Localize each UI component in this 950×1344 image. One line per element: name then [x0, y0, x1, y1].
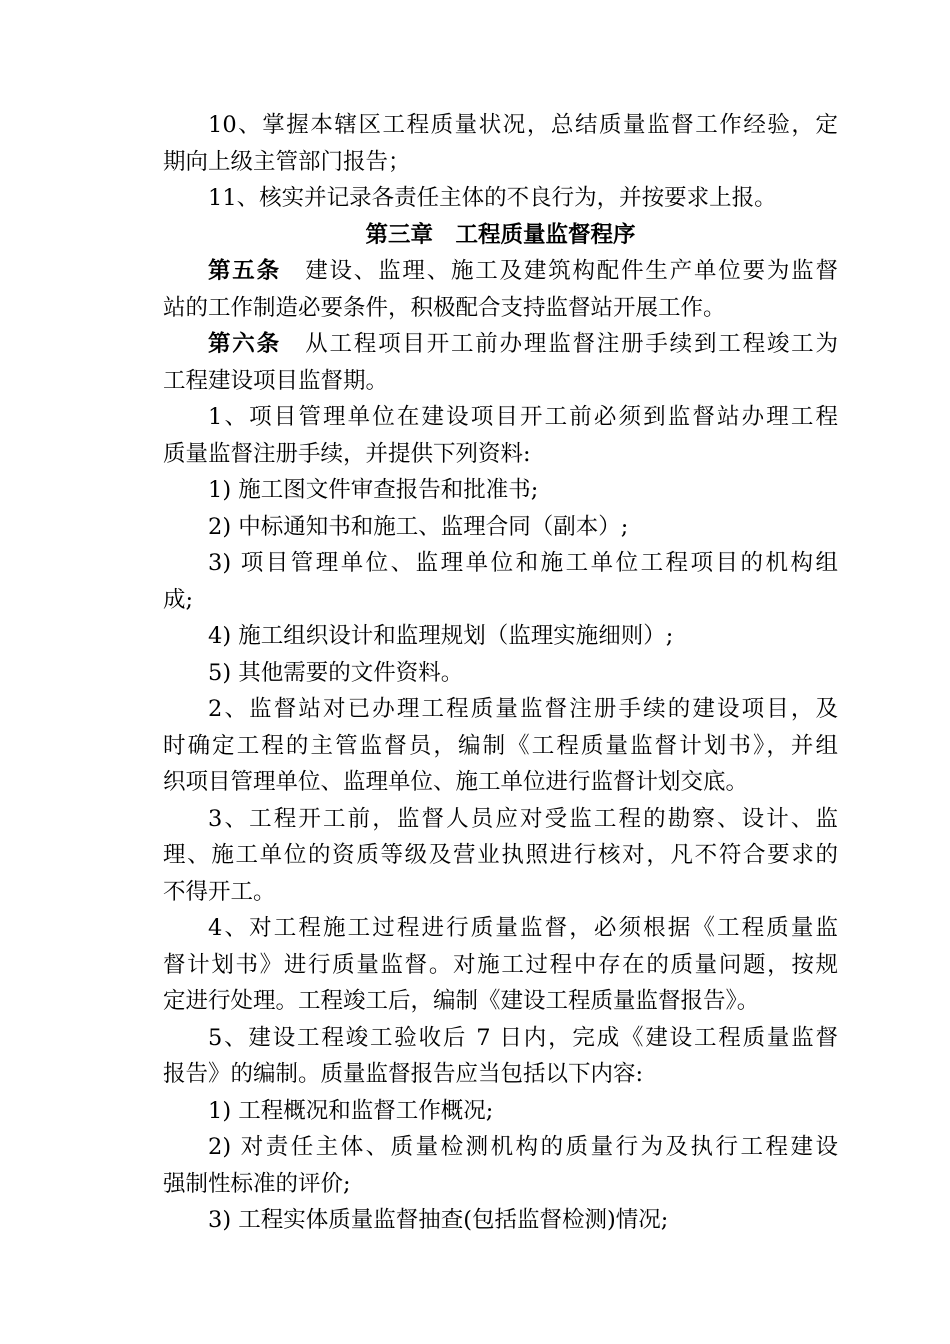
line-text: 4、对工程施工过程进行质量监督，必须根据《工程质量监: [208, 915, 838, 941]
text-line: [163, 582, 838, 619]
text-line: [163, 1056, 838, 1093]
line-text: 报告》的编制。质量监督报告应当包括以下内容:: [163, 1061, 644, 1087]
text-line: [163, 874, 838, 911]
line-text: 2、监督站对已办理工程质量监督注册手续的建设项目，及: [208, 696, 838, 722]
text-line: [163, 764, 838, 801]
text-line: [163, 947, 838, 984]
chapter-heading: [163, 217, 838, 254]
text-line: [163, 290, 838, 327]
text-line: [163, 363, 838, 400]
line-text: 建设、监理、施工及建筑构配件生产单位要为监督: [280, 258, 838, 284]
line-text: 织项目管理单位、监理单位、施工单位进行监督计划交底。: [163, 769, 749, 795]
line-text: 2) 对责任主体、质量检测机构的质量行为及执行工程建设: [208, 1134, 838, 1160]
text-line: [163, 1020, 838, 1057]
line-text: 督计划书》进行质量监督。对施工过程中存在的质量问题，按规: [163, 951, 838, 978]
text-line: [163, 253, 838, 290]
text-line: [163, 655, 838, 692]
text-line: [163, 1129, 838, 1166]
line-text: 3) 项目管理单位、监理单位和施工单位工程项目的机构组: [208, 550, 838, 576]
text-line: [163, 1202, 838, 1239]
line-text: 期向上级主管部门报告；: [163, 148, 411, 175]
text-line: [163, 801, 838, 838]
line-text: 3) 工程实体质量监督抽查(包括监督检测)情况;: [208, 1207, 669, 1233]
line-text: 成;: [163, 586, 194, 613]
line-text: 1) 施工图文件审查报告和批准书;: [208, 477, 539, 503]
text-line: [163, 326, 838, 363]
text-line: [163, 983, 838, 1020]
text-line: [163, 837, 838, 874]
text-line: [163, 472, 838, 509]
line-text: 11、核实并记录各责任主体的不良行为，并按要求上报。: [208, 185, 777, 211]
text-line: [163, 436, 838, 473]
text-line: [163, 180, 838, 217]
text-line: [163, 509, 838, 546]
text-line: [163, 691, 838, 728]
document-body: [163, 107, 838, 1239]
text-line: [163, 107, 838, 144]
line-text: 1) 工程概况和监督工作概况;: [208, 1097, 494, 1124]
line-text: 时确定工程的主管监督员，编制《工程质量监督计划书》，并组: [163, 732, 838, 759]
article-number: 第六条: [208, 331, 281, 357]
line-text: 4) 施工组织设计和监理规划（监理实施细则）;: [208, 623, 674, 649]
line-text: 工程建设项目监督期。: [163, 367, 389, 394]
line-text: 不得开工。: [163, 878, 276, 905]
line-text: 3、工程开工前，监督人员应对受监工程的勘察、设计、监: [208, 805, 838, 832]
line-text: 10、掌握本辖区工程质量状况，总结质量监督工作经验，定: [208, 112, 838, 138]
text-line: [163, 399, 838, 436]
line-text: 2) 中标通知书和施工、监理合同（副本）;: [208, 513, 629, 540]
line-text: 从工程项目开工前办理监督注册手续到工程竣工为: [280, 331, 838, 357]
line-text: 站的工作制造必要条件，积极配合支持监督站开展工作。: [163, 294, 726, 321]
line-text: 1、项目管理单位在建设项目开工前必须到监督站办理工程: [208, 404, 838, 430]
article-number: 第五条: [208, 258, 281, 284]
line-text: 5、建设工程竣工验收后 7 日内，完成《建设工程质量监督: [208, 1024, 838, 1051]
line-text: 5) 其他需要的文件资料。: [208, 659, 464, 686]
text-line: [163, 618, 838, 655]
text-line: [163, 545, 838, 582]
text-line: [163, 144, 838, 181]
line-text: 理、施工单位的资质等级及营业执照进行核对，凡不符合要求的: [163, 842, 838, 868]
text-line: [163, 728, 838, 765]
line-text: 第三章 工程质量监督程序: [365, 221, 636, 248]
text-line: [163, 1166, 838, 1203]
text-line: [163, 910, 838, 947]
line-text: 强制性标准的评价;: [163, 1170, 351, 1197]
line-text: 质量监督注册手续，并提供下列资料:: [163, 440, 531, 467]
line-text: 定进行处理。工程竣工后，编制《建设工程质量监督报告》。: [163, 988, 760, 1014]
text-line: [163, 1093, 838, 1130]
